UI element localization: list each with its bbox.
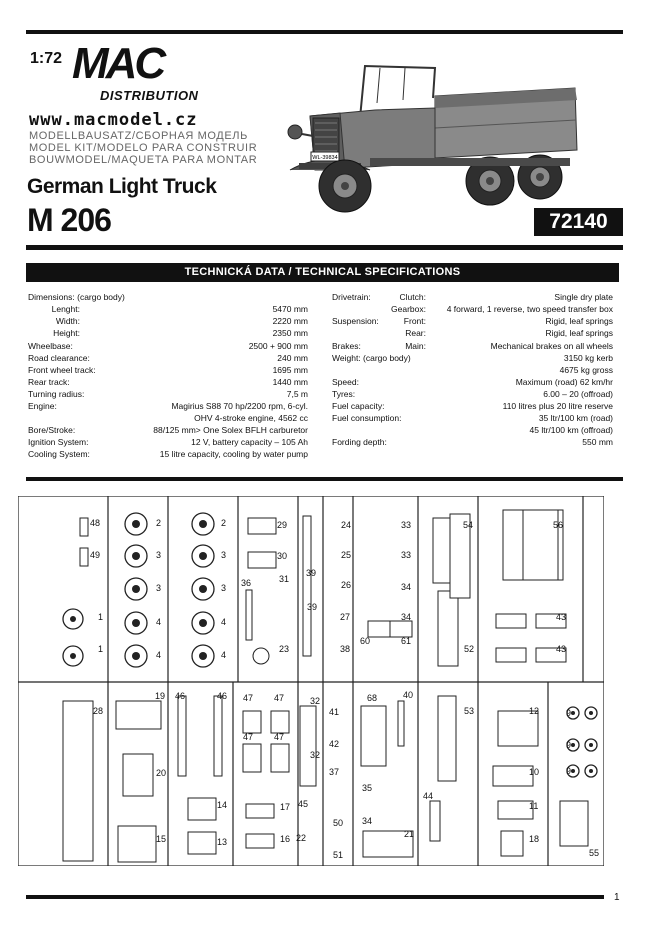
spec-value: Rigid, leaf springs (545, 316, 613, 326)
spec-label: Weight: (cargo body) (332, 353, 411, 363)
header-rule (26, 245, 623, 250)
part-number-label: 41 (329, 707, 340, 717)
part-number-label: 36 (241, 578, 252, 588)
part-number-label: 2 (156, 518, 162, 528)
spec-value: OHV 4-stroke engine, 4562 cc (194, 413, 308, 423)
part-number-label: 26 (341, 580, 352, 590)
spec-value: 1440 mm (272, 377, 308, 387)
part-number-label: 3 (221, 550, 227, 560)
part-number-label: 56 (553, 520, 564, 530)
part-number-label: 31 (279, 574, 290, 584)
part-number-label: 47 (274, 732, 285, 742)
spec-sub: Clutch: (399, 292, 426, 302)
part-number-label: 32 (310, 750, 321, 760)
spec-value: 2500 + 900 mm (248, 341, 308, 351)
spec-label: Front wheel track: (28, 365, 96, 375)
spec-label: Rear track: (28, 377, 70, 387)
part-number-label: 21 (404, 829, 415, 839)
part-number-label: 54 (463, 520, 474, 530)
spec-label: Tyres: (332, 389, 356, 399)
part-number-label: 17 (280, 802, 291, 812)
sprue-diagram (18, 496, 604, 866)
spec-value: 6.00 – 20 (offroad) (543, 389, 613, 399)
title-line-2: M 206 (27, 202, 111, 238)
part-number-label: 32 (310, 696, 321, 706)
part-number-label: 45 (298, 799, 309, 809)
kit-line-2: MODEL KIT/MODELO PARA CONSTRUIR (29, 142, 258, 154)
part-number-label: 38 (340, 644, 351, 654)
part-number-label: 60 (360, 636, 371, 646)
spec-value: 550 mm (582, 437, 613, 447)
part-number-label: 2 (221, 518, 227, 528)
part-number-label: 23 (279, 644, 290, 654)
logo-subtitle: DISTRIBUTION (100, 88, 199, 103)
spec-label: Speed: (332, 377, 359, 387)
part-number-label: 22 (296, 833, 307, 843)
spec-value: Single dry plate (554, 292, 613, 302)
spec-sub: Main: (405, 341, 426, 351)
part-number-label: 30 (277, 551, 288, 561)
part-number-label: 35 (362, 783, 373, 793)
scale-label: 1:72 (30, 50, 63, 67)
spec-label: Bore/Stroke: (28, 425, 76, 435)
spec-label: Fuel consumption: (332, 413, 402, 423)
spec-label: Ignition System: (28, 437, 89, 447)
part-number-label: 13 (217, 837, 228, 847)
spec-sub: Gearbox: (391, 304, 426, 314)
spec-label: Wheelbase: (28, 341, 73, 351)
part-number-label: 33 (401, 520, 412, 530)
spec-value: 88/125 mm> One Solex BFLH carburetor (153, 425, 308, 435)
kit-line-1: MODELLBAUSATZ/СБОРНАЯ МОДЕЛЬ (29, 130, 248, 142)
spec-sub: Height: (53, 328, 80, 338)
plate-text: WL-39834 (312, 155, 338, 161)
part-number-label: 47 (243, 693, 254, 703)
part-number-label: 48 (90, 518, 101, 528)
spec-value: 7,5 m (286, 389, 308, 399)
part-number-label: 10 (529, 767, 540, 777)
specs-rule (26, 477, 623, 481)
part-number-label: 9 (566, 740, 572, 750)
kit-number: 72140 (534, 208, 623, 236)
part-number-label: 51 (333, 850, 344, 860)
part-number-label: 9 (566, 708, 572, 718)
part-number-label: 46 (217, 691, 228, 701)
part-number-label: 61 (401, 636, 412, 646)
part-number-label: 18 (529, 834, 540, 844)
spec-value: Rigid, leaf springs (545, 328, 613, 338)
specs-heading: TECHNICKÁ DATA / TECHNICAL SPECIFICATIONS (26, 263, 619, 282)
part-number-label: 24 (341, 520, 352, 530)
part-number-label: 34 (401, 582, 412, 592)
part-number-label: 42 (329, 739, 340, 749)
spec-label: Turning radius: (28, 389, 85, 399)
part-number-label: 37 (329, 767, 340, 777)
part-number-label: 34 (362, 816, 373, 826)
truck-illustration (285, 58, 585, 218)
mac-logo: MAC (72, 39, 164, 88)
spec-label: Fuel capacity: (332, 401, 385, 411)
spec-label: Suspension: (332, 316, 379, 326)
part-number-label: 47 (243, 732, 254, 742)
part-number-label: 46 (175, 691, 186, 701)
spec-label: Engine: (28, 401, 57, 411)
spec-value: 35 ltr/100 km (road) (538, 413, 613, 423)
spec-value: 12 V, battery capacity – 105 Ah (191, 437, 308, 447)
part-number-label: 43 (556, 612, 567, 622)
part-number-label: 1 (98, 612, 104, 622)
spec-value: Maximum (road) 62 km/hr (515, 377, 613, 387)
part-number-label: 40 (403, 690, 414, 700)
spec-value: 3150 kg kerb (563, 353, 613, 363)
part-number-label: 1 (98, 644, 104, 654)
spec-label: Road clearance: (28, 353, 90, 363)
spec-value: 2220 mm (272, 316, 308, 326)
part-number-label: 3 (156, 550, 162, 560)
spec-value: Magirius S88 70 hp/2200 rpm, 6-cyl. (171, 401, 308, 411)
spec-value: 2350 mm (272, 328, 308, 338)
part-number-label: 16 (280, 834, 291, 844)
part-number-label: 47 (274, 693, 285, 703)
spec-label: Dimensions: (cargo body) (28, 292, 125, 302)
part-number-label: 15 (156, 834, 167, 844)
spec-sub: Lenght: (51, 304, 80, 314)
part-number-label: 4 (156, 617, 162, 627)
page-number: 1 (614, 892, 620, 903)
spec-value: 110 litres plus 20 litre reserve (502, 401, 613, 411)
spec-value: Mechanical brakes on all wheels (490, 341, 613, 351)
spec-sub: Rear: (405, 328, 426, 338)
spec-value: 45 ltr/100 km (offroad) (529, 425, 613, 435)
spec-label: Drivetrain: (332, 292, 371, 302)
website-url: www.macmodel.cz (29, 110, 198, 130)
part-number-label: 29 (277, 520, 288, 530)
part-number-label: 25 (341, 550, 352, 560)
part-number-label: 55 (589, 848, 600, 858)
part-number-label: 34 (401, 612, 412, 622)
part-number-label: 19 (155, 691, 166, 701)
part-number-label: 49 (90, 550, 101, 560)
part-number-label: 50 (333, 818, 344, 828)
part-number-label: 3 (221, 583, 227, 593)
part-number-label: 12 (529, 706, 540, 716)
spec-value: 1695 mm (272, 365, 308, 375)
part-number-label: 4 (221, 617, 227, 627)
title-line-1: German Light Truck (27, 175, 217, 198)
part-number-label: 39 (306, 568, 317, 578)
part-number-label: 4 (156, 650, 162, 660)
footer-rule (26, 895, 604, 899)
spec-value: 5470 mm (272, 304, 308, 314)
spec-label: Brakes: (332, 341, 361, 351)
part-number-label: 33 (401, 550, 412, 560)
part-number-label: 28 (93, 706, 104, 716)
spec-value: 15 litre capacity, cooling by water pump (159, 449, 308, 459)
top-rule (26, 30, 623, 34)
part-number-label: 9 (566, 766, 572, 776)
spec-sub: Width: (55, 316, 80, 326)
part-number-label: 11 (529, 801, 539, 811)
part-number-label: 44 (423, 791, 434, 801)
part-number-label: 52 (464, 644, 475, 654)
spec-value: 4 forward, 1 reverse, two speed transfer box (446, 304, 613, 314)
spec-sub: Front: (403, 316, 426, 326)
spec-label: Cooling System: (28, 449, 90, 459)
spec-value: 4675 kg gross (559, 365, 613, 375)
part-number-label: 3 (156, 583, 162, 593)
part-number-label: 53 (464, 706, 475, 716)
part-number-label: 39 (307, 602, 318, 612)
part-number-label: 20 (156, 768, 167, 778)
spec-label: Fording depth: (332, 437, 387, 447)
part-number-label: 68 (367, 693, 378, 703)
part-number-label: 27 (340, 612, 351, 622)
part-number-label: 43 (556, 644, 567, 654)
part-number-label: 4 (221, 650, 227, 660)
part-number-label: 14 (217, 800, 228, 810)
kit-line-3: BOUWMODEL/MAQUETA PARA MONTAR (29, 154, 258, 166)
spec-value: 240 mm (277, 353, 308, 363)
